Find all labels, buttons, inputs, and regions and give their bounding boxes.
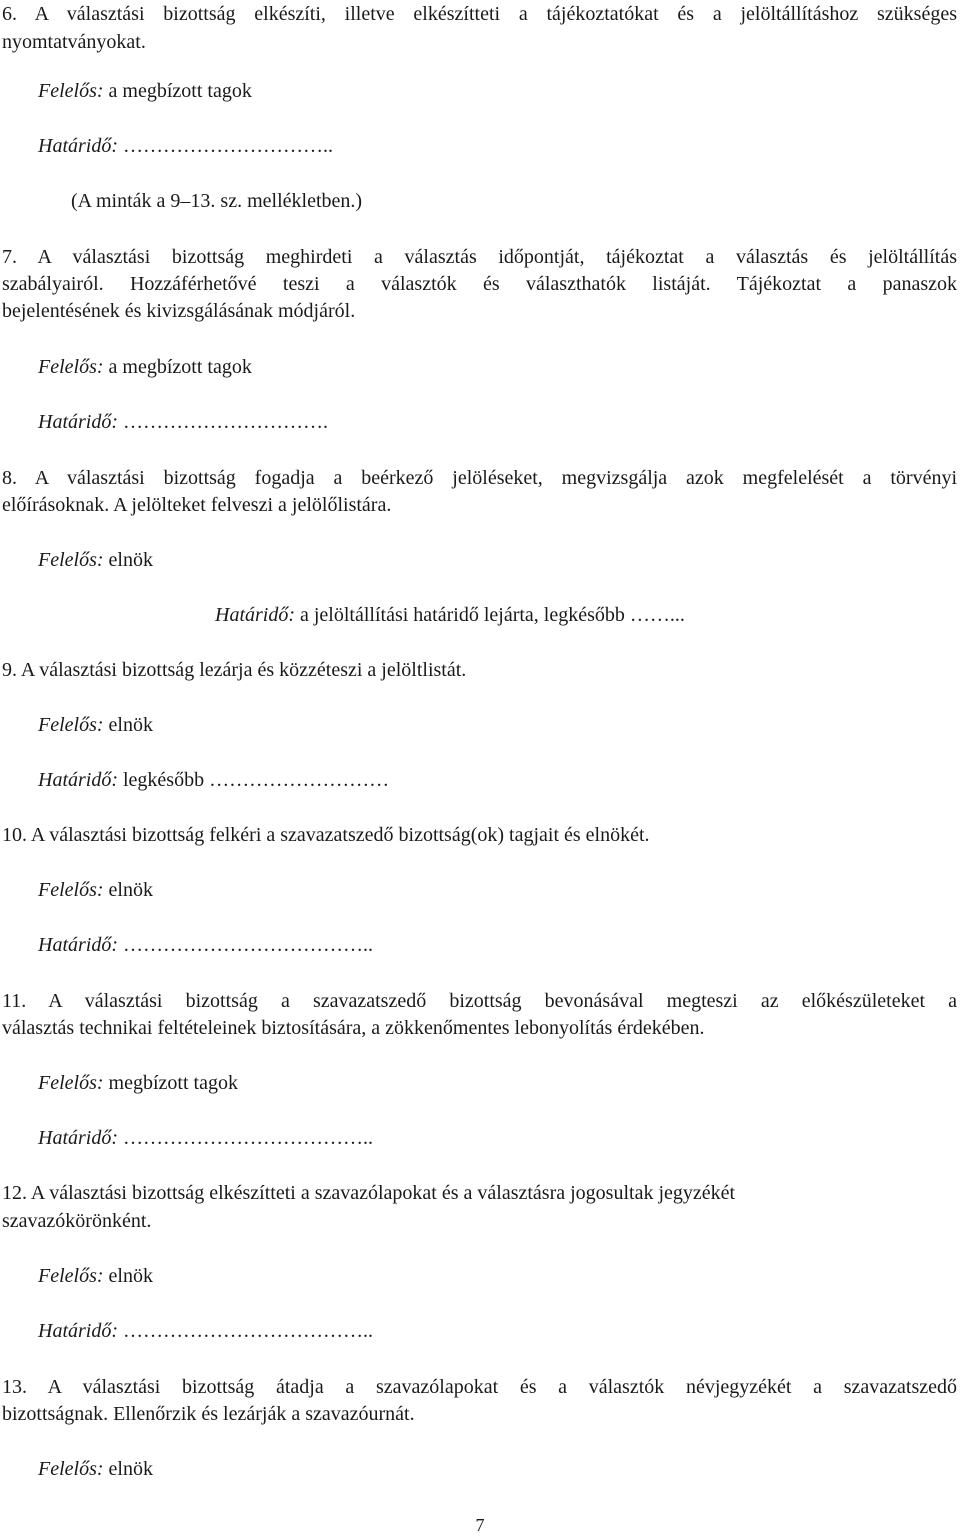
item-7-hatarido [38, 408, 328, 436]
item-13-line-1: 13. A választási bizottság átadja a szavazólapokat és a választók névjegyzékét a szavazatszedő [2, 1376, 957, 1398]
item-13-felelos [38, 1455, 153, 1483]
item-6-line-1: 6. A választási bizottság elkészíti, illetve elkészítteti a tájékoztatókat és a jelöltállításhoz szükséges [2, 3, 957, 25]
hatarido-value: legkésőbb ……………………… [123, 769, 390, 791]
item-8-line-2: előírásoknak. A jelölteket felveszi a jelölőlistára. [2, 494, 392, 516]
item-9-felelos [38, 711, 153, 739]
felelos-label: Felelős: [38, 1072, 104, 1094]
item-8-felelos [38, 546, 153, 574]
item-13-line-2: bizottságnak. Ellenőrzik és lezárják a szavazóurnát. [2, 1403, 415, 1425]
felelos-value: elnök [108, 879, 153, 901]
item-11-line-2: választás technikai feltételeinek biztosítására, a zökkenőmentes lebonyolítás érdekében. [2, 1017, 705, 1039]
item-11-felelos [38, 1069, 238, 1097]
hatarido-label: Határidő: [215, 604, 295, 626]
hatarido-value: ………………………….. [123, 135, 333, 157]
felelos-label: Felelős: [38, 879, 104, 901]
hatarido-value: ……………………………….. [123, 1127, 373, 1149]
item-12-line-1: 12. A választási bizottság elkészítteti a szavazólapokat és a választásra jogosultak jegyzékét [2, 1182, 736, 1204]
item-9-hatarido [38, 766, 389, 794]
item-6-line-2: nyomtatványokat. [2, 31, 146, 53]
felelos-value: elnök [108, 714, 153, 736]
felelos-label: Felelős: [38, 80, 104, 102]
hatarido-value: ……………………………….. [123, 1320, 373, 1342]
item-10-hatarido [38, 931, 373, 959]
item-7-line-2: szabályairól. Hozzáférhetővé teszi a választók és választhatók listáját. Tájékoztat a panaszok [2, 273, 957, 295]
felelos-value: a megbízott tagok [108, 80, 252, 102]
felelos-label: Felelős: [38, 356, 104, 378]
felelos-label: Felelős: [38, 549, 104, 571]
item-10-line-1: 10. A választási bizottság felkéri a szavazatszedő bizottság(ok) tagjait és elnökét. [2, 824, 650, 846]
felelos-value: elnök [108, 1458, 153, 1480]
felelos-label: Felelős: [38, 714, 104, 736]
page-number: 7 [475, 1515, 485, 1535]
item-12-felelos [38, 1262, 153, 1290]
hatarido-label: Határidő: [38, 769, 118, 791]
hatarido-value: ……………………………….. [123, 934, 373, 956]
item-11-hatarido [38, 1124, 373, 1152]
felelos-value: megbízott tagok [108, 1072, 238, 1094]
item-7-line-3: bejelentésének és kivizsgálásának módjáról. [2, 300, 356, 322]
felelos-label: Felelős: [38, 1265, 104, 1287]
felelos-value: a megbízott tagok [108, 356, 252, 378]
item-12-line-2: szavazókörönként. [2, 1210, 152, 1232]
hatarido-label: Határidő: [38, 135, 118, 157]
item-11-line-1: 11. A választási bizottság a szavazatszedő bizottság bevonásával megteszi az előkészületeket a [2, 990, 957, 1012]
felelos-label: Felelős: [38, 1458, 104, 1480]
item-8-line-1: 8. A választási bizottság fogadja a beérkező jelöléseket, megvizsgálja azok megfelelését a törvényi [2, 467, 957, 489]
felelos-value: elnök [108, 1265, 153, 1287]
hatarido-value: …………………………. [123, 411, 328, 433]
item-12-hatarido [38, 1317, 373, 1345]
hatarido-label: Határidő: [38, 934, 118, 956]
item-9-line-1: 9. A választási bizottság lezárja és közzéteszi a jelöltlistát. [2, 659, 467, 681]
item-6-felelos [38, 77, 252, 105]
item-8-hatarido [215, 601, 685, 629]
item-7-line-1: 7. A választási bizottság meghirdeti a választás időpontját, tájékoztat a választás és jelöltállítás [2, 246, 957, 268]
item-7-felelos [38, 353, 252, 381]
hatarido-label: Határidő: [38, 1320, 118, 1342]
hatarido-value: a jelöltállítási határidő lejárta, legkésőbb ……... [300, 604, 685, 626]
item-6-hatarido [38, 132, 333, 160]
hatarido-label: Határidő: [38, 411, 118, 433]
item-6-note: (A minták a 9–13. sz. mellékletben.) [71, 190, 363, 212]
felelos-value: elnök [108, 549, 153, 571]
hatarido-label: Határidő: [38, 1127, 118, 1149]
item-10-felelos [38, 876, 153, 904]
